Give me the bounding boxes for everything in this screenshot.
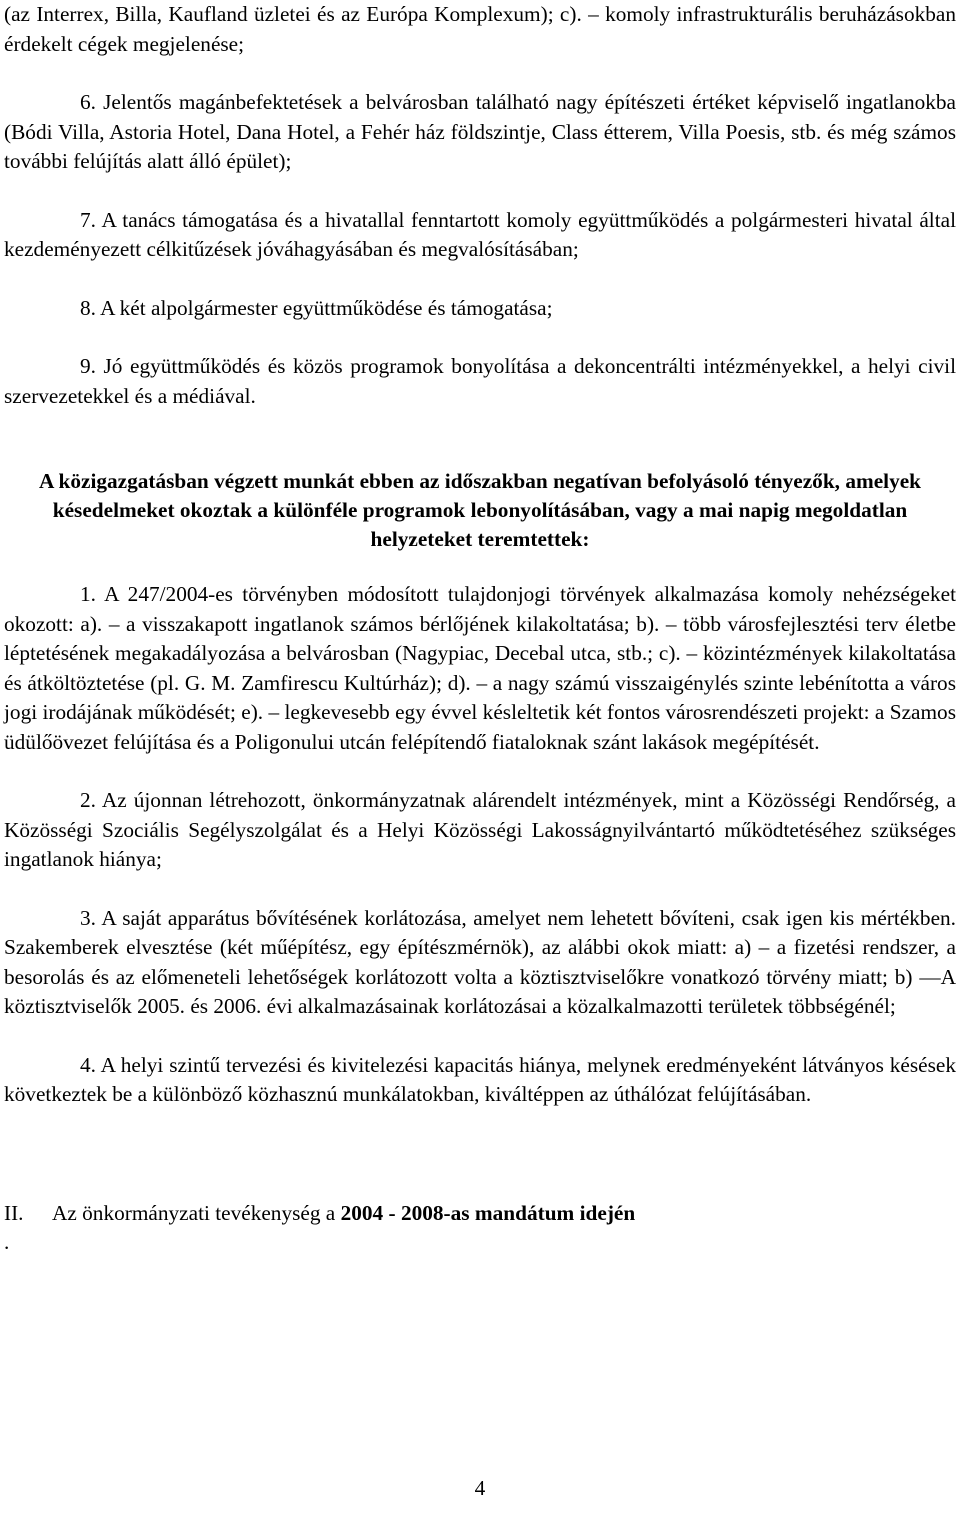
negative-factors-heading: A közigazgatásban végzett munkát ebben az időszakban negatívan befolyásoló tényezők, amelyek késedelmeket okoztak a különféle programok lebonyolításában, vagy a mai napig megoldatlan helyzeteket teremtettek: [38, 469, 922, 551]
section-title-prefix: Az önkormányzati tevékenység a [52, 1200, 341, 1225]
factor-item-4: 4. A helyi szintű tervezési és kivitelezési kapacitás hiánya, melynek eredményeként látványos késések következtek be a különböző közhasznú munkálatokban, kiváltéppen az úthálózat felújításában. [4, 1052, 956, 1106]
section-title-middle: - [383, 1200, 401, 1225]
achievement-item-7: 7. A tanács támogatása és a hivatallal fenntartott komoly együttműködés a polgármesteri hivatal által kezdeményezett célkitűzések jóváhagyásában és megvalósításában; [4, 207, 956, 261]
document-page [4, 0, 956, 1258]
intro-continuation: (az Interrex, Billa, Kaufland üzletei és az Európa Komplexum); c). – komoly infrastrukturális beruházásokban érdekelt cégek megjelenése; [4, 2, 956, 56]
factor-item-2: 2. Az újonnan létrehozott, önkormányzatnak alárendelt intézmények, mint a Közösségi Rendőrség, a Közösségi Szociális Segélyszolgálat és a Helyi Közösségi Lakosságnyilvántartó működtetéséhez szükséges ingatlanok hiánya; [4, 788, 956, 871]
achievement-item-8: 8. A két alpolgármester együttműködése és támogatása; [80, 295, 553, 320]
page-number: 4 [474, 1476, 486, 1500]
factor-item-3: 3. A saját apparátus bővítésének korlátozása, amelyet nem lehetett bővíteni, csak igen kis mértékben. Szakemberek elvesztése (két műépítész, egy építészmérnök), az alábbi okok miatt: a) – a fizetési rendszer, a besorolás és az előmeneteli lehetőségek korlátozott volta a köztisztviselőkre vonatkozó törvény miatt; b) —A köztisztviselők 2005. és 2006. évi alkalmazásainak korlátozásai a közalkalmazotti területek többségénél; [4, 905, 956, 1018]
achievement-item-9: 9. Jó együttműködés és közös programok bonyolítása a dekoncentrálti intézményekkel, a helyi civil szervezetekkel és a médiával. [4, 354, 956, 408]
section-trailing-dot: . [4, 1230, 10, 1254]
section-number: II. [4, 1200, 24, 1225]
achievement-item-6: 6. Jelentős magánbefektetések a belvárosban található nagy építészeti értéket képviselő ingatlanokba (Bódi Villa, Astoria Hotel, Dana Hotel, a Fehér ház földszintje, Class étterem, Villa Poesis, stb. és még számos további felújítás alatt álló épület); [4, 90, 956, 173]
section-title-bold-end: 2008-as mandátum idején [400, 1200, 636, 1225]
section-title [4, 1199, 956, 1229]
factor-item-1: 1. A 247/2004-es törvényben módosított tulajdonjogi törvények alkalmazása komoly nehézségeket okozott: a). – a visszakapott ingatlanok számos bérlőjének kilakoltatása; b). – több városfejlesztési terv életbe léptetésének megakadályozása a belvárosban (Nagypiac, Decebal utca, stb.; c). – közintézmények kilakoltatása és átköltöztetése (pl. G. M. Zamfirescu Kultúrház); d). – a nagy számú visszaigénylés szinte lebénította a város jogi irodájának működését; e). – legkevesebb egy évvel késleltetik két fontos városrendészeti projekt: a Szamos üdülőövezet felújítása és a Poligonului utcán felépítendő fiataloknak szánt lakások megépítését. [4, 582, 956, 754]
section-year-start: 2004 [340, 1200, 384, 1225]
